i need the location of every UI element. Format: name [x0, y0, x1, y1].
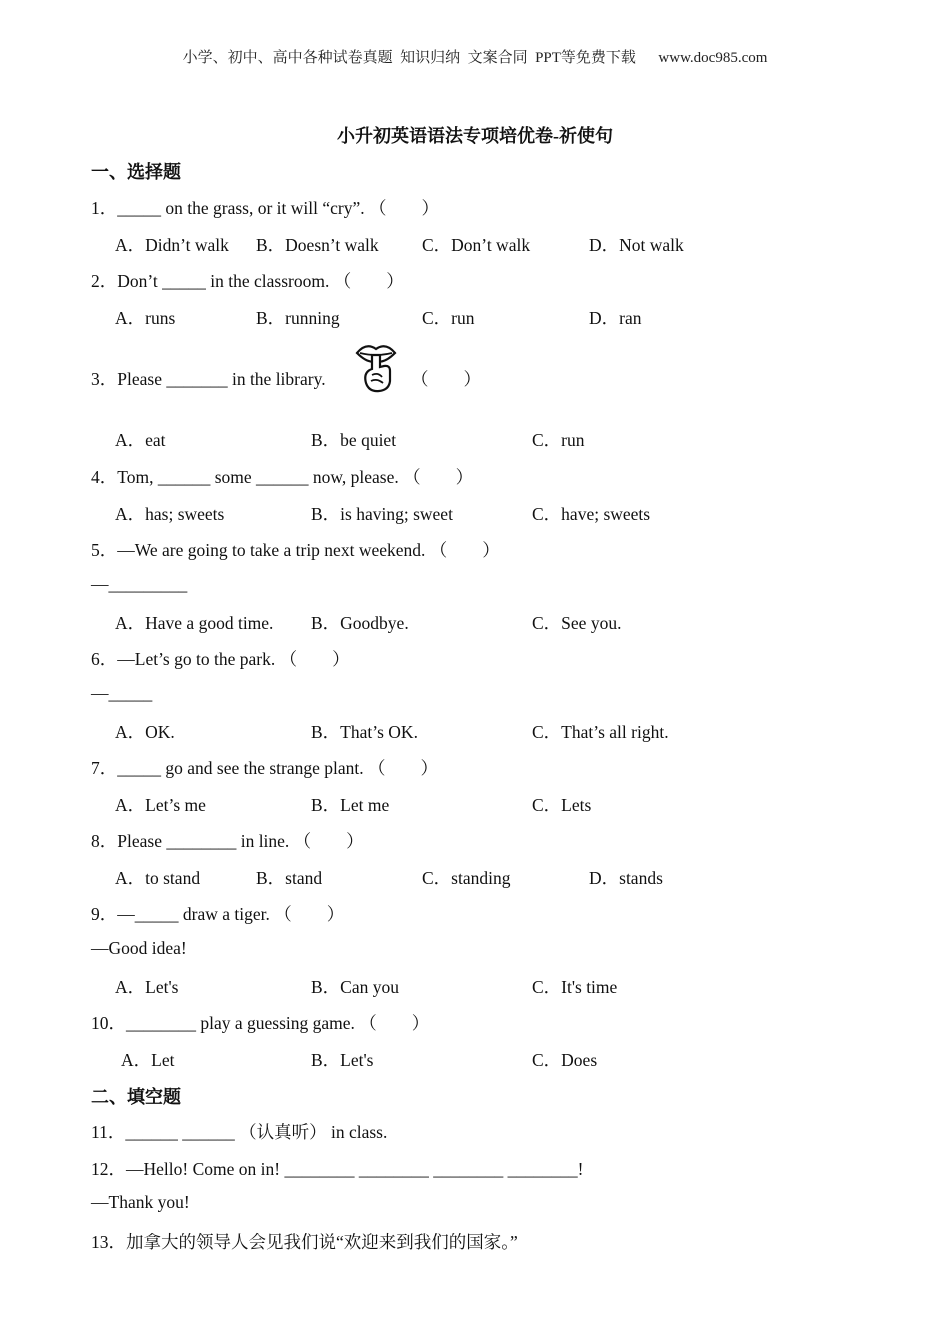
q7-option-c: C．Lets [532, 795, 592, 815]
question-6-reply: —_____ [91, 683, 153, 703]
page-title: 小升初英语语法专项培优卷-祈使句 [337, 126, 613, 146]
q2-option-c: C．run [422, 308, 475, 328]
question-5: 5．—We are going to take a trip next weekend. （ ） [91, 540, 500, 560]
q8-option-a: A．to stand [115, 868, 201, 888]
question-3-bracket: （ ） [411, 369, 481, 389]
q9-option-b: B．Can you [311, 977, 399, 997]
question-9-reply: —Good idea! [91, 938, 187, 958]
question-5-reply: —_________ [91, 574, 188, 594]
q6-option-c: C．That’s all right. [532, 722, 669, 742]
question-7: 7．_____ go and see the strange plant. （ ） [91, 758, 439, 778]
q2-option-b: B．running [256, 308, 340, 328]
q6-option-b: B．That’s OK. [311, 722, 418, 742]
question-9: 9．—_____ draw a tiger. （ ） [91, 904, 345, 924]
question-2: 2．Don’t _____ in the classroom. （ ） [91, 271, 404, 291]
q4-option-b: B．is having; sweet [311, 504, 453, 524]
q3-option-c: C．run [532, 430, 585, 450]
q1-option-b: B．Doesn’t walk [256, 235, 379, 255]
q1-option-c: C．Don’t walk [422, 235, 531, 255]
question-10: 10．________ play a guessing game. （ ） [91, 1013, 430, 1033]
q2-option-a: A．runs [115, 308, 176, 328]
q8-option-d: D．stands [589, 868, 663, 888]
q8-option-b: B．stand [256, 868, 323, 888]
q3-option-a: A．eat [115, 430, 166, 450]
question-1: 1．_____ on the grass, or it will “cry”. （ ） [91, 198, 440, 218]
question-8: 8．Please ________ in line. （ ） [91, 831, 364, 851]
q2-option-d: D．ran [589, 308, 642, 328]
question-11: 11．______ ______ （认真听） in class. [91, 1122, 388, 1142]
q10-option-a: A．Let [121, 1050, 175, 1070]
q4-option-a: A．has; sweets [115, 504, 225, 524]
question-12: 12．—Hello! Come on in! ________ ________ ________ ________! [91, 1159, 584, 1179]
q5-option-b: B．Goodbye. [311, 613, 409, 633]
q7-option-a: A．Let’s me [115, 795, 206, 815]
question-12-reply: —Thank you! [91, 1192, 190, 1212]
question-6: 6．—Let’s go to the park. （ ） [91, 649, 350, 669]
q10-option-b: B．Let's [311, 1050, 374, 1070]
q6-option-a: A．OK. [115, 722, 175, 742]
q4-option-c: C．have; sweets [532, 504, 651, 524]
section-fill-heading: 二、填空题 [91, 1087, 181, 1107]
q9-option-a: A．Let's [115, 977, 179, 997]
page-header: 小学、初中、高中各种试卷真题 知识归纳 文案合同 PPT等免费下载 www.doc985.com [182, 50, 768, 66]
q1-option-d: D．Not walk [589, 235, 684, 255]
q5-option-a: A．Have a good time. [115, 613, 274, 633]
question-4: 4．Tom, ______ some ______ now, please. （ ） [91, 467, 474, 487]
shush-icon [354, 341, 398, 393]
q9-option-c: C．It's time [532, 977, 618, 997]
q3-option-b: B．be quiet [311, 430, 397, 450]
question-13: 13．加拿大的领导人会见我们说“欢迎来到我们的国家。” [91, 1232, 518, 1252]
q7-option-b: B．Let me [311, 795, 390, 815]
section-choice-heading: 一、选择题 [91, 162, 181, 182]
q8-option-c: C．standing [422, 868, 511, 888]
q10-option-c: C．Does [532, 1050, 598, 1070]
question-3: 3．Please _______ in the library. [91, 369, 326, 389]
q5-option-c: C．See you. [532, 613, 622, 633]
q1-option-a: A．Didn’t walk [115, 235, 229, 255]
